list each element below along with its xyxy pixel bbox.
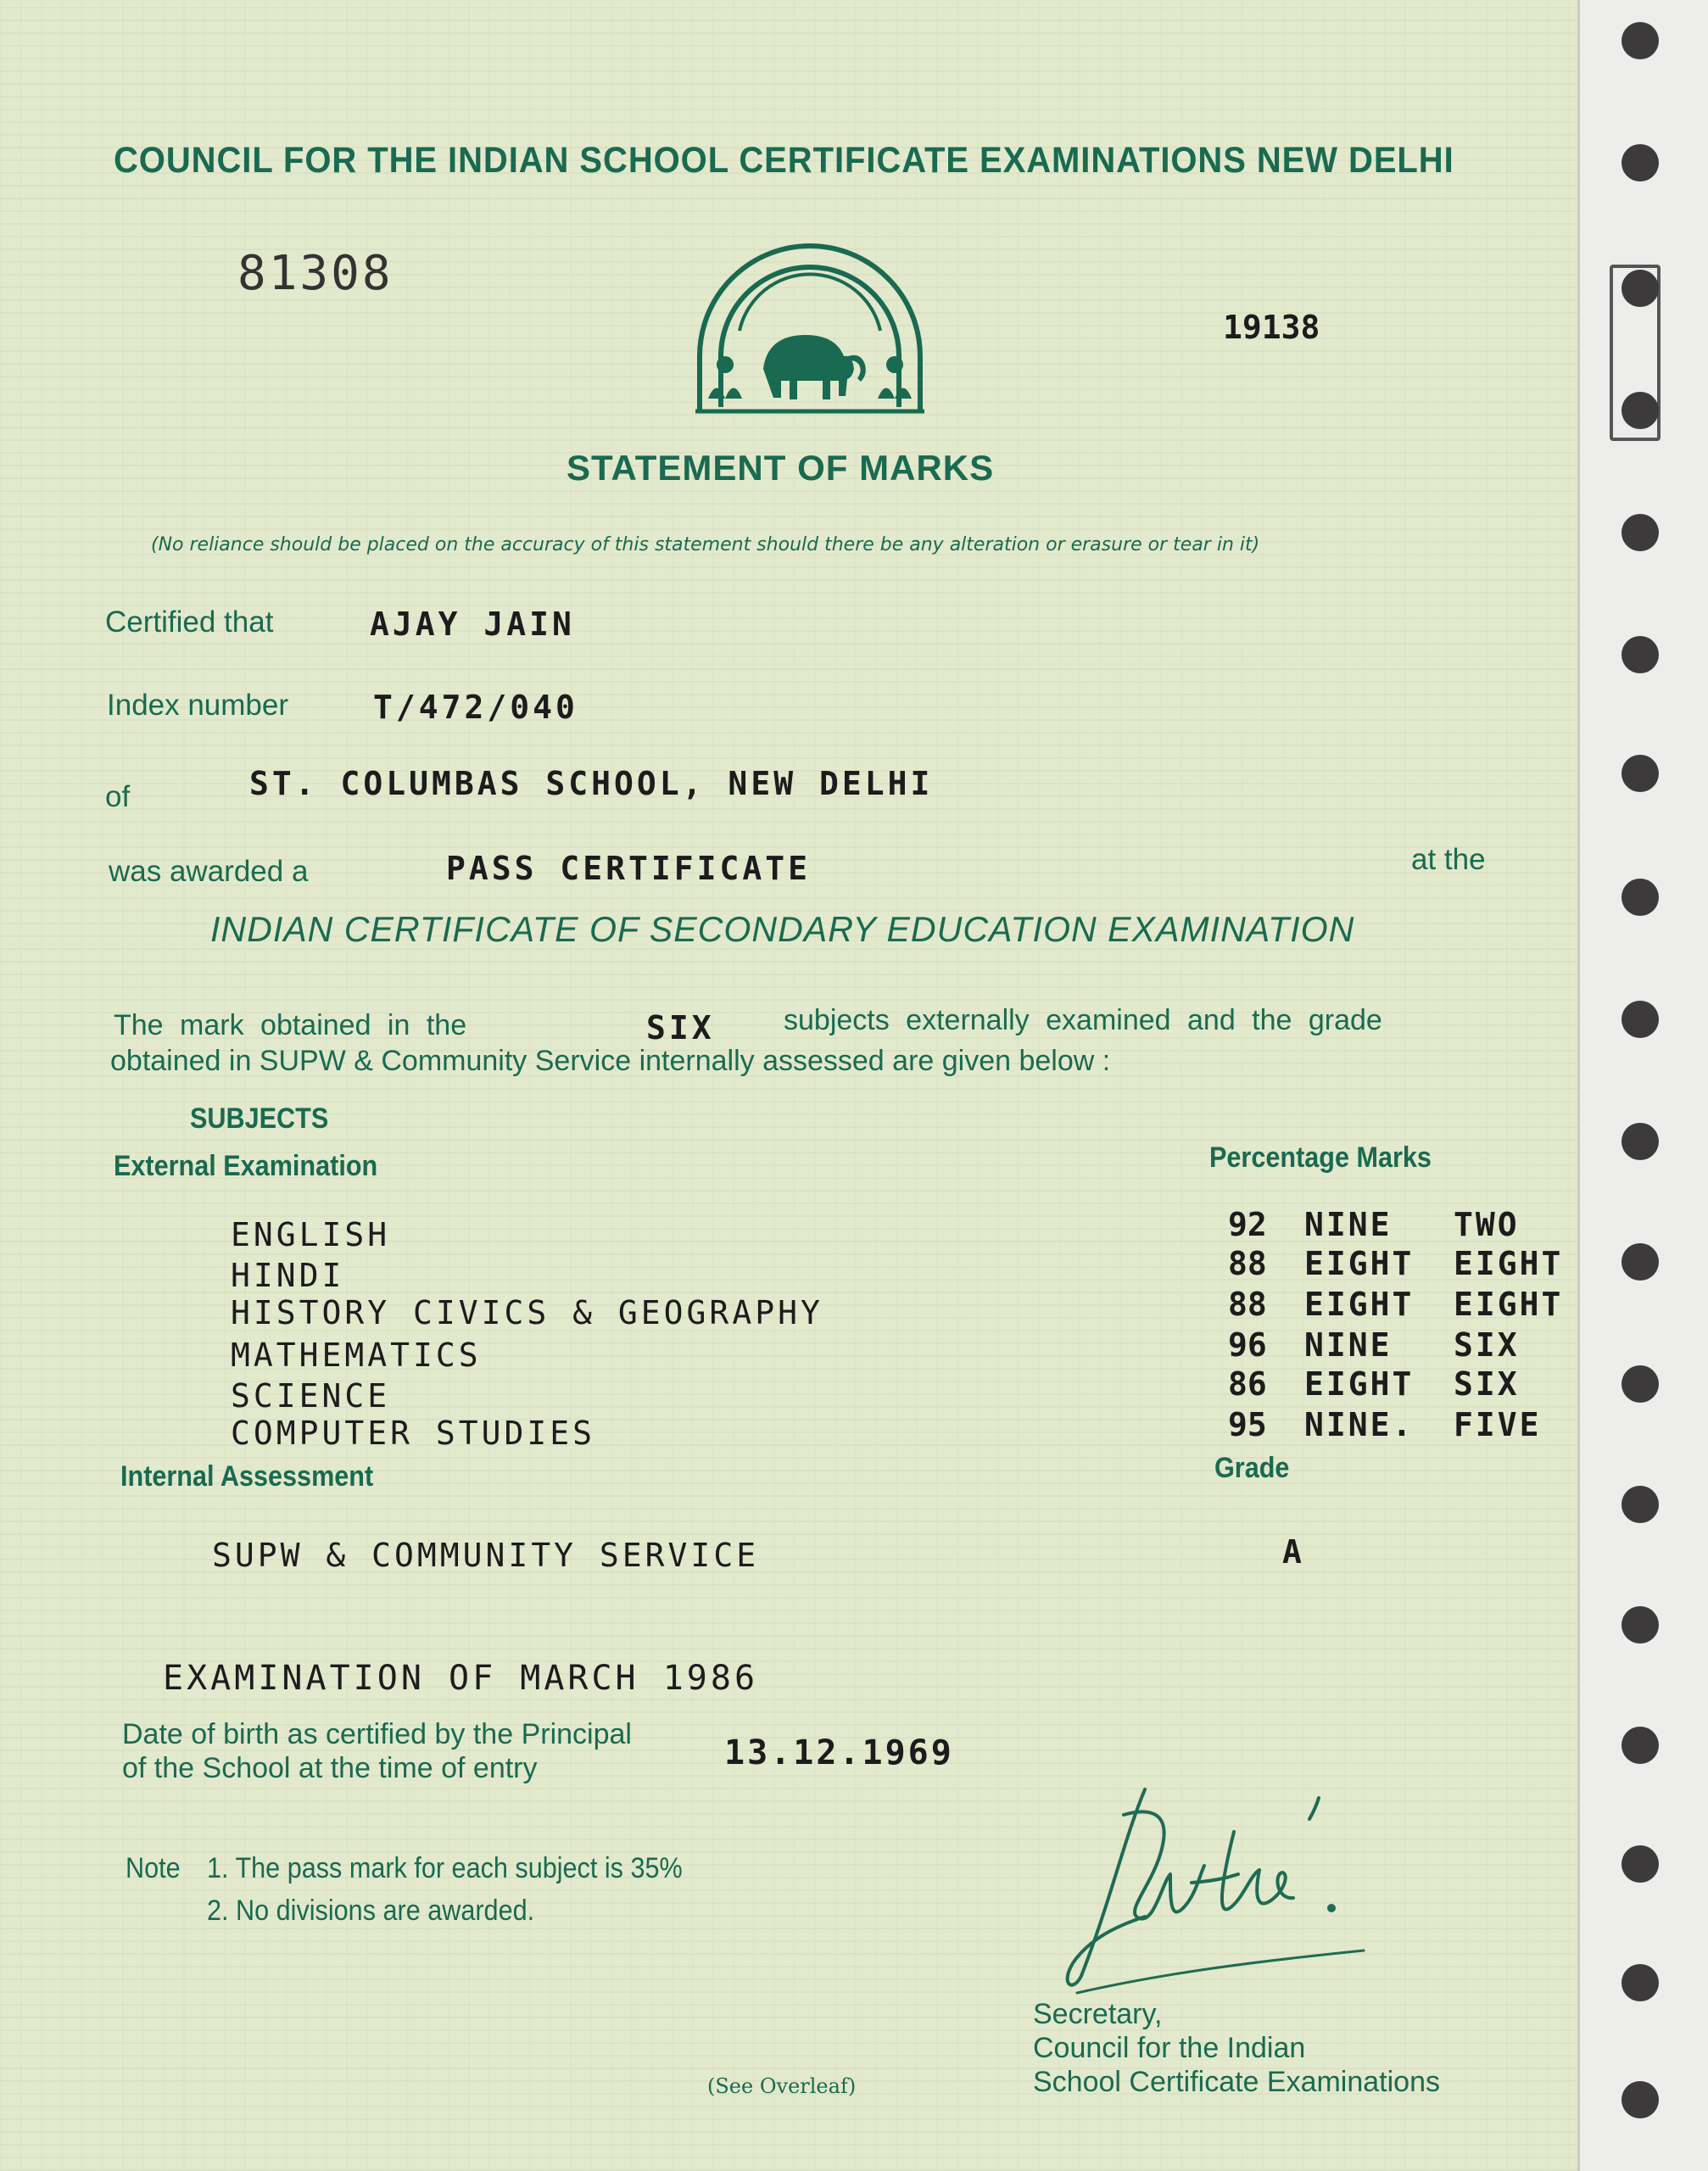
note-label: Note	[126, 1852, 181, 1884]
sprocket-hole	[1621, 1727, 1659, 1764]
index-number: T/472/040	[373, 689, 578, 726]
subject-name: SCIENCE	[231, 1377, 391, 1415]
at-the-label: at the	[1411, 843, 1486, 876]
percentage-marks-heading: Percentage Marks	[1209, 1141, 1432, 1174]
subject-name: HINDI	[231, 1257, 345, 1294]
examination-title: INDIAN CERTIFICATE OF SECONDARY EDUCATION EXAMINATION	[210, 909, 1355, 949]
disclaimer-text: (No reliance should be placed on the accuracy of this statement should there be any alteration or erasure or tear in it)	[151, 534, 1260, 555]
sprocket-hole	[1621, 1964, 1659, 2001]
sprocket-hole	[1621, 1123, 1659, 1160]
certificate-number: 19138	[1223, 309, 1320, 346]
mark-statement-line-2: obtained in SUPW & Community Service internally assessed are given below :	[110, 1045, 1111, 1077]
sprocket-hole	[1621, 2081, 1659, 2118]
sprocket-hole	[1621, 514, 1659, 551]
subject-count: SIX	[646, 1009, 715, 1046]
sprocket-hole	[1621, 636, 1659, 673]
certificate-type: PASS CERTIFICATE	[446, 850, 812, 887]
index-number-label: Index number	[107, 689, 289, 722]
signatory-title: Secretary,	[1033, 1998, 1163, 2030]
subject-marks-words: EIGHT	[1454, 1286, 1564, 1323]
grade-heading: Grade	[1214, 1452, 1290, 1484]
subject-marks-words: NINE	[1304, 1206, 1393, 1243]
subject-marks-words: EIGHT	[1304, 1365, 1415, 1403]
subject-marks: 95	[1228, 1406, 1267, 1443]
subject-marks: 88	[1228, 1286, 1267, 1323]
subject-marks-words: NINE.	[1304, 1406, 1415, 1443]
certified-label: Certified that	[105, 606, 274, 639]
subject-marks-words: SIX	[1454, 1365, 1520, 1403]
signatory-organization-line-2: School Certificate Examinations	[1033, 2066, 1441, 2098]
subject-marks: 96	[1228, 1326, 1267, 1364]
subject-marks-words: SIX	[1454, 1326, 1520, 1364]
council-emblem-icon	[687, 229, 933, 416]
internal-grade: A	[1282, 1533, 1302, 1571]
mark-statement-end: subjects externally examined and the grade	[784, 1004, 1382, 1036]
subject-marks-words: FIVE	[1454, 1406, 1542, 1443]
subject-marks-words: EIGHT	[1304, 1286, 1415, 1323]
subject-name: ENGLISH	[231, 1216, 391, 1253]
examination-session: EXAMINATION OF MARCH 1986	[163, 1659, 759, 1698]
sprocket-hole	[1621, 755, 1659, 792]
subject-name: MATHEMATICS	[231, 1337, 482, 1374]
subject-name: COMPUTER STUDIES	[231, 1415, 596, 1452]
date-of-birth: 13.12.1969	[724, 1733, 954, 1772]
sprocket-hole	[1621, 1486, 1659, 1523]
subject-marks-words: NINE	[1304, 1326, 1393, 1364]
candidate-name: AJAY JAIN	[370, 606, 575, 643]
note-no-divisions: 2. No divisions are awarded.	[207, 1895, 535, 1927]
dob-label-line-1: Date of birth as certified by the Principal	[122, 1718, 632, 1750]
sprocket-hole	[1621, 270, 1659, 307]
sprocket-hole	[1621, 1001, 1659, 1038]
sprocket-hole	[1621, 392, 1659, 429]
subject-marks: 88	[1228, 1245, 1267, 1282]
see-overleaf-note: (See Overleaf)	[707, 2074, 857, 2098]
sprocket-hole	[1621, 22, 1659, 59]
school-name: ST. COLUMBAS SCHOOL, NEW DELHI	[249, 765, 934, 802]
note-pass-mark: 1. The pass mark for each subject is 35%	[207, 1852, 683, 1884]
signatory-organization-line-1: Council for the Indian	[1033, 2032, 1306, 2064]
internal-assessment-heading: Internal Assessment	[120, 1460, 374, 1493]
of-label: of	[105, 780, 131, 813]
subjects-heading: SUBJECTS	[190, 1102, 329, 1135]
council-header: COUNCIL FOR THE INDIAN SCHOOL CERTIFICATE EXAMINATIONS NEW DELHI	[114, 140, 1454, 181]
sprocket-hole	[1621, 144, 1659, 181]
internal-subject-name: SUPW & COMMUNITY SERVICE	[212, 1537, 760, 1574]
sprocket-hole	[1621, 879, 1659, 916]
sprocket-hole	[1621, 1606, 1659, 1644]
subject-marks-words: EIGHT	[1454, 1245, 1564, 1282]
dob-label-line-2: of the School at the time of entry	[122, 1752, 538, 1784]
subject-marks-words: EIGHT	[1304, 1245, 1415, 1282]
sprocket-hole	[1621, 1365, 1659, 1403]
awarded-label: was awarded a	[109, 855, 309, 888]
sprocket-hole	[1621, 1243, 1659, 1281]
sprocket-hole	[1621, 1845, 1659, 1883]
external-examination-heading: External Examination	[114, 1150, 378, 1182]
subject-name: HISTORY CIVICS & GEOGRAPHY	[231, 1294, 823, 1331]
secretary-signature	[1043, 1781, 1365, 2001]
subject-marks: 86	[1228, 1365, 1267, 1403]
serial-number: 81308	[237, 246, 394, 301]
mark-statement-start: The mark obtained in the	[114, 1009, 467, 1041]
document-title: STATEMENT OF MARKS	[567, 448, 995, 488]
subject-marks: 92	[1228, 1206, 1267, 1243]
subject-marks-words: TWO	[1454, 1206, 1520, 1243]
